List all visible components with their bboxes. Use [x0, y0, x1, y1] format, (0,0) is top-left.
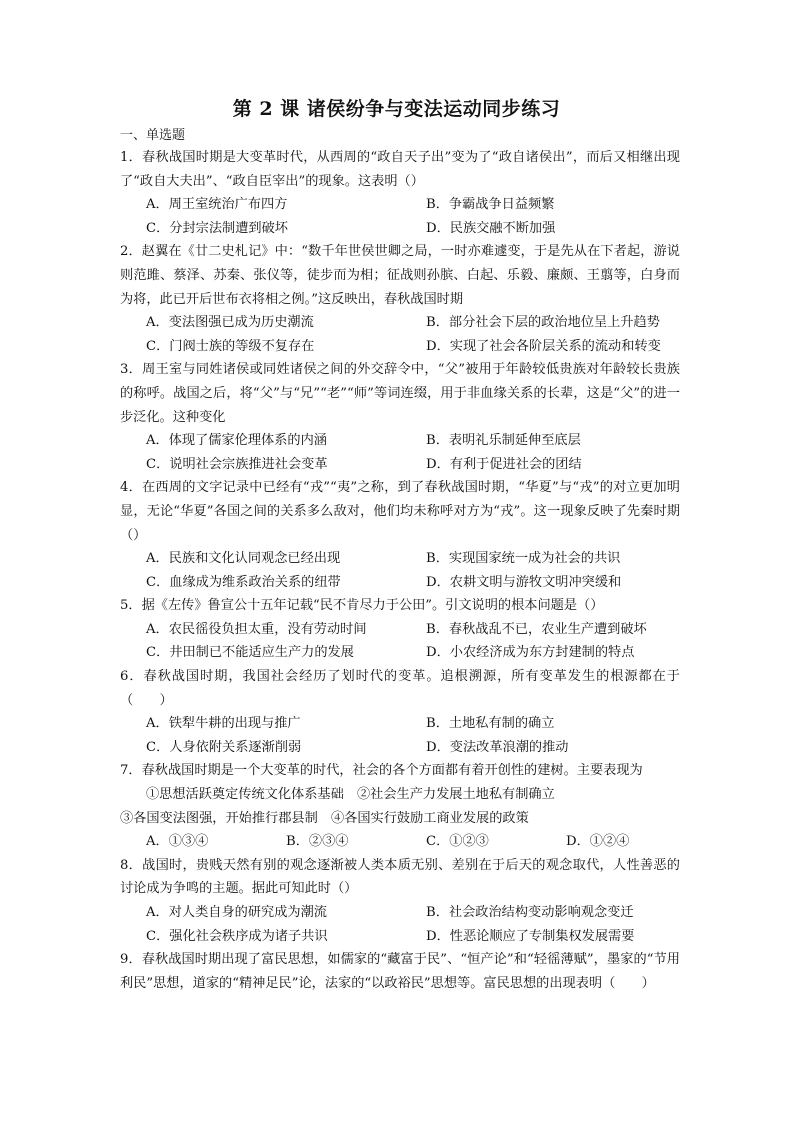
- option-b: B．社会政治结构变动影响观念变迁: [426, 905, 634, 920]
- option-b: B．争霸战争日益频繁: [426, 197, 555, 213]
- option-c: C．强化社会秩序成为诸子共识: [146, 928, 328, 944]
- option-b: B．部分社会下层的政治地位呈上升趋势: [426, 315, 660, 331]
- question-stem: 4．在西周的文字记录中已经有“戎”“夷”之称，到了春秋战国时期，“华夏”与“戎”的对立更加明显，无论“华夏”各国之间的关系多么敌对，他们均未称呼对方为“戎”。这一现象反映了先秦时期（）: [120, 480, 680, 543]
- option-group: [120, 830, 680, 854]
- option-b: B．②③④: [286, 834, 349, 850]
- question-stem: 6．春秋战国时期，我国社会经历了划时代的变革。追根溯源，所有变革发生的根源都在于（ ）: [120, 669, 680, 708]
- question-1: [120, 146, 680, 240]
- statement-line: ③各国变法图强，开始推行郡县制 ④各国实行鼓励工商业发展的政策: [120, 810, 529, 826]
- question-8: [120, 854, 680, 948]
- question-stem: 8．战国时，贵贱天然有别的观念逐渐被人类本质无别、差别在于后天的观念取代，人性善恶的讨论成为争鸣的主题。据此可知此时（）: [120, 857, 680, 897]
- option-a: A．变法图强已成为历史潮流: [146, 315, 314, 331]
- option-a: A．民族和文化认同观念已经出现: [146, 551, 341, 567]
- section-heading: 一、单选题: [120, 128, 186, 143]
- option-a: A．农民徭役负担太重，没有劳动时间: [146, 621, 367, 637]
- option-c: C．井田制已不能适应生产力的发展: [146, 645, 354, 661]
- question-stem: 2．赵翼在《廿二史札记》中：“数千年世侯世卿之局，一时亦难遽变，于是先从在下者起，游说则范雎、蔡泽、苏秦、张仪等，徒步而为相；征战则孙膑、白起、乐毅、廉颇、王翦等，白身而为将，此已开后世布衣将相之例。”这反映出，春秋战国时期: [120, 244, 680, 307]
- question-5: [120, 594, 680, 665]
- option-c: C．①②③: [426, 834, 489, 850]
- option-b: B．表明礼乐制延伸至底层: [426, 433, 581, 449]
- question-3: [120, 358, 680, 476]
- question-list: [120, 146, 680, 995]
- page-title: 第 2 课 诸侯纷争与变法运动同步练习: [232, 98, 561, 120]
- question-2: [120, 240, 680, 358]
- question-stem: 5．据《左传》鲁宣公十五年记载“民不肯尽力于公田”。引文说明的根本问题是（）: [120, 598, 604, 614]
- option-a: A．对人类自身的研究成为潮流: [146, 905, 327, 920]
- option-group: [120, 901, 680, 948]
- question-stem: 7．春秋战国时期是一个大变革的时代，社会的各个方面都有着开创性的建树。主要表现为: [120, 763, 643, 779]
- option-group: [120, 429, 680, 476]
- option-a: A．①③④: [146, 834, 209, 850]
- option-b: B．实现国家统一成为社会的共识: [426, 551, 621, 567]
- option-c: C．说明社会宗族推进社会变革: [146, 456, 328, 472]
- option-d: D．小农经济成为东方封建制的特点: [426, 645, 635, 661]
- option-a: A．铁犁牛耕的出现与推广: [146, 716, 301, 732]
- option-group: [120, 618, 680, 665]
- question-4: [120, 476, 680, 594]
- question-7: [120, 759, 680, 853]
- question-9: [120, 948, 680, 995]
- option-b: B．土地私有制的确立: [426, 716, 555, 732]
- question-stem: 3．周王室与同姓诸侯或同姓诸侯之间的外交辞令中，“父”被用于年龄较低贵族对年龄较长贵族的称呼。战国之后，将“父”与“兄”“老”“师”等词连缀，用于非血缘关系的长辈，这是“父”的进一步泛化。这种变化: [120, 362, 680, 425]
- option-group: [120, 311, 680, 358]
- option-d: D．①②④: [566, 834, 630, 850]
- option-group: [120, 547, 680, 594]
- statement-line: ①思想活跃奠定传统文化体系基础 ②社会生产力发展土地私有制确立: [146, 787, 555, 803]
- option-a: A．体现了儒家伦理体系的内涵: [146, 433, 327, 449]
- option-group: [120, 712, 680, 759]
- option-b: B．春秋战乱不已，农业生产遭到破坏: [426, 621, 647, 637]
- option-a: A．周王室统治广布四方: [146, 197, 288, 213]
- option-d: D．实现了社会各阶层关系的流动和转变: [426, 338, 661, 354]
- option-d: D．性恶论顺应了专制集权发展需要: [426, 928, 635, 944]
- question-stem: 1．春秋战国时期是大变革时代，从西周的“政自天子出”变为了“政自诸侯出”，而后又相继出现了“政自大夫出”、“政自臣宰出”的现象。这表明（）: [120, 150, 680, 189]
- option-d: D．农耕文明与游牧文明冲突缓和: [426, 574, 622, 590]
- option-c: C．人身依附关系逐渐削弱: [146, 739, 302, 755]
- option-d: D．民族交融不断加强: [426, 220, 556, 236]
- option-c: C．门阀士族的等级不复存在: [146, 338, 315, 354]
- option-d: D．变法改革浪潮的推动: [426, 739, 569, 755]
- option-c: C．分封宗法制遭到破坏: [146, 220, 288, 236]
- option-d: D．有利于促进社会的团结: [426, 456, 582, 472]
- option-group: [120, 193, 680, 240]
- option-c: C．血缘成为维系政治关系的纽带: [146, 574, 341, 590]
- question-stem: 9．春秋战国时期出现了富民思想，如儒家的“藏富于民”、“恒产论”和“轻徭薄赋”，墨家的“节用利民”思想，道家的“精神足民”论，法家的“以政裕民”思想等。富民思想的出现表明（ ）: [120, 952, 680, 991]
- question-6: [120, 665, 680, 759]
